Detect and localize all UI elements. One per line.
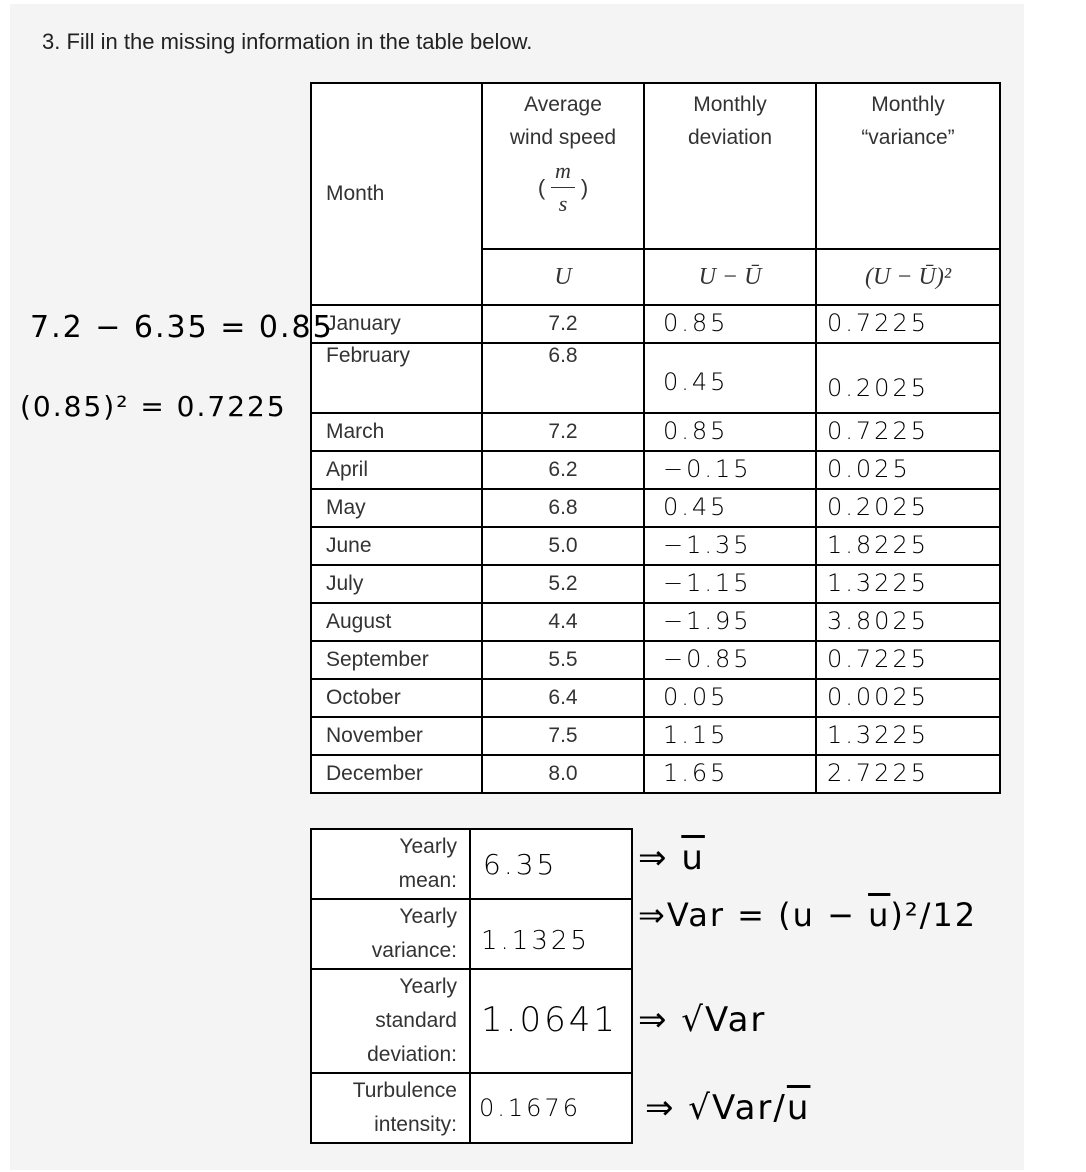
- handwritten-deviation: 0.45: [663, 368, 729, 396]
- question-text: 3. Fill in the missing information in the table below.: [42, 29, 533, 54]
- value-turbulence-intensity[interactable]: [470, 1073, 632, 1143]
- table-row: [311, 527, 1000, 565]
- cell-variance[interactable]: [816, 343, 1000, 413]
- cell-month: September: [311, 641, 482, 679]
- cell-variance[interactable]: [816, 679, 1000, 717]
- header-variance: [816, 83, 1000, 249]
- speed-unit: ( $\frac{m}{s}$ ): [537, 158, 589, 216]
- cell-speed: 5.2: [482, 565, 644, 603]
- cell-speed: 7.5: [482, 717, 644, 755]
- label-yearly-variance: [311, 899, 470, 969]
- handwritten-deviation: −1.15: [663, 569, 752, 597]
- handwritten-mean: 6.35: [483, 848, 558, 881]
- value-yearly-std[interactable]: [470, 969, 632, 1073]
- note-variance-calc: (0.85)² = 0.7225: [20, 390, 287, 423]
- handwritten-deviation: −1.95: [663, 607, 752, 635]
- cell-variance[interactable]: [816, 305, 1000, 343]
- table-row: [311, 603, 1000, 641]
- cell-month: October: [311, 679, 482, 717]
- table-row: [311, 717, 1000, 755]
- note-ti-bar: $\overline{u}$: [786, 1088, 811, 1128]
- cell-variance[interactable]: [816, 489, 1000, 527]
- cell-deviation[interactable]: [644, 489, 816, 527]
- header-deviation: [644, 83, 816, 249]
- handwritten-variance: 0.7225: [827, 417, 929, 445]
- handwritten-std: 1.0641: [481, 1000, 618, 1040]
- cell-month: April: [311, 451, 482, 489]
- header-var-line1: Monthly: [871, 93, 945, 116]
- table-row: [311, 641, 1000, 679]
- handwritten-variance: 0.2025: [827, 374, 929, 402]
- handwritten-variance: 3.8025: [827, 607, 929, 635]
- cell-speed: 7.2: [482, 413, 644, 451]
- label-yearly-mean-line1: Yearly: [399, 835, 457, 858]
- header-var-line2: “variance”: [861, 126, 955, 149]
- cell-month: May: [311, 489, 482, 527]
- label-turbulence-line2: intensity:: [374, 1113, 457, 1136]
- handwritten-ti: 0.1676: [479, 1094, 581, 1122]
- label-yearly-variance-line1: Yearly: [399, 905, 457, 928]
- note-std-formula: ⇒ √Var: [638, 1000, 767, 1040]
- cell-deviation[interactable]: [644, 717, 816, 755]
- cell-variance[interactable]: [816, 565, 1000, 603]
- handwritten-deviation: 0.85: [663, 417, 729, 445]
- symbol-speed: U: [482, 249, 644, 305]
- label-yearly-std: [311, 969, 470, 1073]
- note-variance-suffix: )²/12: [890, 896, 978, 934]
- cell-month: February: [311, 343, 482, 413]
- cell-month: November: [311, 717, 482, 755]
- summary-table: [310, 828, 633, 1144]
- cell-deviation[interactable]: [644, 305, 816, 343]
- cell-deviation[interactable]: [644, 565, 816, 603]
- header-dev-line2: deviation: [687, 126, 773, 149]
- cell-speed: 6.2: [482, 451, 644, 489]
- note-variance-bar: $\overline{u}$: [868, 896, 891, 934]
- cell-variance[interactable]: [816, 717, 1000, 755]
- handwritten-variance: 0.2025: [827, 493, 929, 521]
- cell-speed: 5.0: [482, 527, 644, 565]
- header-month: Month: [311, 83, 482, 305]
- cell-speed: 6.8: [482, 489, 644, 527]
- handwritten-deviation: 0.85: [663, 309, 729, 337]
- table-row: [311, 305, 1000, 343]
- cell-deviation[interactable]: [644, 603, 816, 641]
- handwritten-variance: 1.3225: [827, 569, 929, 597]
- table-row: [311, 451, 1000, 489]
- handwritten-variance: 0.7225: [827, 309, 929, 337]
- handwritten-variance: 0.025: [827, 455, 911, 483]
- unit-numerator: m: [555, 158, 571, 183]
- label-yearly-variance-line2: variance:: [371, 939, 457, 962]
- note-ti-prefix: ⇒ √Var/: [645, 1088, 787, 1128]
- handwritten-variance: 0.0025: [827, 683, 929, 711]
- cell-speed: 6.4: [482, 679, 644, 717]
- label-yearly-mean-line2: mean:: [398, 869, 457, 892]
- label-yearly-mean: [311, 829, 470, 899]
- note-ti-formula: [645, 1088, 810, 1128]
- handwritten-variance: 1.3225: [827, 721, 929, 749]
- cell-speed: 5.5: [482, 641, 644, 679]
- table-row: [311, 755, 1000, 793]
- wind-data-table: [310, 82, 1001, 794]
- symbol-deviation: U − Ū: [644, 249, 816, 305]
- cell-deviation[interactable]: [644, 527, 816, 565]
- cell-variance[interactable]: [816, 755, 1000, 793]
- cell-month: January: [311, 305, 482, 343]
- cell-variance[interactable]: [816, 451, 1000, 489]
- label-yearly-std-line1: Yearly: [399, 975, 457, 998]
- unit-fraction: [551, 160, 575, 215]
- handwritten-deviation: 0.45: [663, 493, 729, 521]
- table-row: [311, 489, 1000, 527]
- header-speed-line2: wind speed: [509, 126, 617, 149]
- handwritten-variance: 1.1325: [481, 926, 590, 956]
- cell-variance[interactable]: [816, 413, 1000, 451]
- cell-deviation[interactable]: [644, 413, 816, 451]
- cell-deviation[interactable]: [644, 343, 816, 413]
- handwritten-variance: 1.8225: [827, 531, 929, 559]
- cell-deviation[interactable]: [644, 641, 816, 679]
- header-speed-line1: Average: [524, 93, 602, 116]
- handwritten-variance: 2.7225: [827, 759, 929, 787]
- cell-speed: 4.4: [482, 603, 644, 641]
- handwritten-deviation: 1.65: [663, 759, 729, 787]
- cell-deviation[interactable]: [644, 679, 816, 717]
- cell-deviation[interactable]: [644, 451, 816, 489]
- label-yearly-std-line2: standard: [375, 1009, 457, 1032]
- note-deviation-calc: 7.2 − 6.35 = 0.85: [30, 310, 334, 345]
- label-turbulence-intensity: [311, 1073, 470, 1143]
- table-row: [311, 679, 1000, 717]
- cell-variance[interactable]: [816, 603, 1000, 641]
- note-mean-arrow: ⇒: [638, 838, 669, 878]
- table-row: [311, 343, 1000, 413]
- label-yearly-std-line3: deviation:: [367, 1043, 457, 1066]
- value-yearly-variance[interactable]: [470, 899, 632, 969]
- note-mean-formula: [638, 838, 705, 878]
- cell-deviation[interactable]: [644, 755, 816, 793]
- cell-speed: 7.2: [482, 305, 644, 343]
- label-turbulence-line1: Turbulence: [352, 1079, 457, 1102]
- handwritten-deviation: 0.05: [663, 683, 729, 711]
- note-variance-prefix: ⇒Var = (u −: [638, 896, 869, 934]
- value-yearly-mean[interactable]: [470, 829, 632, 899]
- cell-variance[interactable]: [816, 641, 1000, 679]
- cell-month: December: [311, 755, 482, 793]
- cell-speed: 8.0: [482, 755, 644, 793]
- header-dev-line1: Monthly: [693, 93, 767, 116]
- cell-month: August: [311, 603, 482, 641]
- cell-speed: 6.8: [482, 343, 644, 413]
- symbol-variance: (U − Ū)²: [816, 249, 1000, 305]
- unit-denominator: s: [558, 191, 568, 216]
- cell-month: July: [311, 565, 482, 603]
- table-row: [311, 413, 1000, 451]
- handwritten-deviation: −1.35: [663, 531, 752, 559]
- header-speed: [482, 83, 644, 249]
- handwritten-deviation: 1.15: [663, 721, 729, 749]
- handwritten-deviation: −0.15: [663, 455, 752, 483]
- cell-month: June: [311, 527, 482, 565]
- handwritten-variance: 0.7225: [827, 645, 929, 673]
- cell-variance[interactable]: [816, 527, 1000, 565]
- note-mean-symbol: $\overline{u}$: [681, 838, 705, 878]
- cell-month: March: [311, 413, 482, 451]
- table-row: [311, 565, 1000, 603]
- handwritten-deviation: −0.85: [663, 645, 752, 673]
- note-variance-formula: [638, 896, 977, 934]
